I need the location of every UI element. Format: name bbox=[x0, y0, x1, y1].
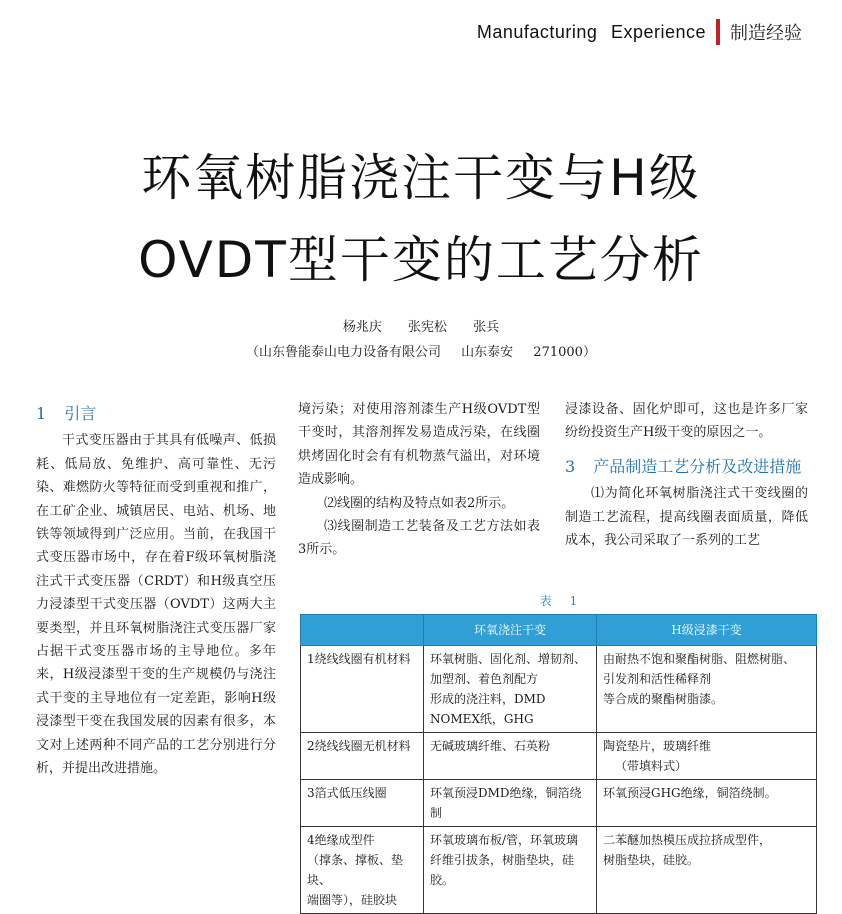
table-cell-epoxy bbox=[424, 780, 597, 827]
running-header bbox=[477, 18, 802, 46]
section-3-heading bbox=[565, 455, 808, 478]
header-english: Manufacturing Experience bbox=[476, 21, 706, 42]
table-cell-line: 1绕线线圈有机材料 bbox=[307, 652, 411, 666]
table-cell-line: 陶瓷垫片，玻璃纤维 bbox=[603, 739, 712, 753]
col3-paragraph-1: 浸漆设备、固化炉即可，这也是许多厂家纷纷投资生产H级干变的原因之一。 bbox=[565, 402, 808, 441]
column-3 bbox=[565, 398, 808, 552]
section-1-heading bbox=[36, 402, 276, 425]
table-1 bbox=[300, 614, 817, 914]
table-row bbox=[301, 646, 817, 733]
column-1 bbox=[36, 402, 276, 781]
col2-paragraph-2: ⑵线圈的结构及特点如表2所示。 bbox=[324, 495, 515, 511]
table-1-caption: 表 1 bbox=[539, 594, 578, 608]
table-cell-line: 环氧预浸DMD绝缘，铜箔绕制 bbox=[430, 786, 582, 820]
affiliation: （山东鲁能泰山电力设备有限公司 山东泰安 271000） bbox=[246, 345, 596, 360]
section-3-number: 3 bbox=[565, 456, 576, 476]
authors: 杨兆庆 张宪松 张兵 bbox=[342, 320, 500, 335]
table-cell-component bbox=[301, 646, 424, 733]
table-cell-epoxy bbox=[424, 646, 597, 733]
table-cell-line: 环氧玻璃布板/管，环氧玻璃 bbox=[430, 833, 579, 847]
header-chinese: 制造经验 bbox=[730, 23, 802, 44]
col2-paragraph-1: 境污染；对使用溶剂漆生产H级OVDT型干变时，其溶剂挥发易造成污染，在线圈烘烤固化时会有有机物蒸气溢出，对环境造成影响。 bbox=[298, 402, 540, 488]
table-cell-component bbox=[301, 827, 424, 914]
table-1-body bbox=[301, 646, 817, 914]
table-cell-line: NOMEX纸，GHG bbox=[430, 712, 534, 726]
table-cell-line: 形成的浇注料，DMD bbox=[430, 692, 546, 706]
table-cell-component bbox=[301, 733, 424, 780]
table-cell-line: 等合成的聚酯树脂漆。 bbox=[603, 692, 724, 706]
table-cell-h-class bbox=[597, 780, 817, 827]
table-cell-epoxy bbox=[424, 733, 597, 780]
col3-paragraph-2: ⑴为简化环氧树脂浇注式干变线圈的制造工艺流程，提高线圈表面质量，降低成本，我公司采取了一系列的工艺 bbox=[565, 486, 808, 549]
table-cell-line: 树脂垫块，硅胶。 bbox=[603, 853, 700, 867]
table-cell-component bbox=[301, 780, 424, 827]
table-row bbox=[301, 827, 817, 914]
article-title-line-2: OVDT型干变的工艺分析 bbox=[138, 231, 704, 289]
table-row bbox=[301, 780, 817, 827]
table-row bbox=[301, 733, 817, 780]
table-cell-line: 2绕线线圈无机材料 bbox=[307, 739, 411, 753]
table-cell-line: 加塑剂、着色剂配方 bbox=[430, 672, 539, 686]
table-header-h-class: H级浸漆干变 bbox=[597, 615, 817, 646]
table-cell-line: 端圈等），硅胶块 bbox=[307, 893, 398, 907]
table-cell-line: 纤维引拔条，树脂垫块，硅胶。 bbox=[430, 853, 575, 887]
table-cell-line: 环氧预浸GHG绝缘，铜箔绕制。 bbox=[603, 786, 777, 800]
table-cell-line: 3箔式低压线圈 bbox=[307, 786, 387, 800]
table-cell-line: （带填料式） bbox=[615, 759, 688, 773]
section-3-title: 产品制造工艺分析及改进措施 bbox=[593, 456, 802, 476]
table-cell-line: 无碱玻璃纤维、石英粉 bbox=[430, 739, 551, 753]
table-header-empty bbox=[301, 615, 424, 646]
table-cell-h-class bbox=[597, 733, 817, 780]
table-header-epoxy: 环氧浇注干变 bbox=[424, 615, 597, 646]
table-cell-line: （撑条、撑板、垫块、 bbox=[307, 853, 404, 887]
table-header-row bbox=[301, 615, 817, 646]
table-cell-epoxy bbox=[424, 827, 597, 914]
table-cell-line: 二苯醚加热模压成拉挤成型件， bbox=[603, 833, 772, 847]
table-cell-line: 4绝缘成型件 bbox=[307, 833, 375, 847]
article-title-line-1: 环氧树脂浇注干变与H级 bbox=[141, 149, 701, 207]
column-2 bbox=[298, 398, 540, 562]
table-cell-line: 环氧树脂、固化剂、增韧剂、 bbox=[430, 652, 587, 666]
table-cell-h-class bbox=[597, 827, 817, 914]
col2-paragraph-3: ⑶线圈制造工艺装备及工艺方法如表3所示。 bbox=[298, 519, 540, 558]
table-cell-line: 由耐热不饱和聚酯树脂、阻燃树脂、 bbox=[603, 652, 796, 666]
section-1-title: 引言 bbox=[64, 404, 97, 423]
header-divider-bar bbox=[716, 19, 720, 45]
table-cell-h-class bbox=[597, 646, 817, 733]
section-1-number: 1 bbox=[36, 404, 47, 423]
table-cell-line: 引发剂和活性稀释剂 bbox=[603, 672, 712, 686]
section-1-paragraph: 干式变压器由于其具有低噪声、低损耗、低局放、免维护、高可靠性、无污染、难燃防火等特征而受到重视和推广， 在工矿企业、城镇居民、电站、机场、地铁等领域得到广泛应用。当前，在我国干式变压器市场中，存在着F级环氧树脂浇注式干式变压器（CRDT）和H级真空压力浸漆型干式变压器（OVDT）这两大主要类型，并且环氧树脂浇注式变压器厂家占据干式变压器市场的主导地位。多年来，H级浸漆型干变的生产规模仍与浇注式干变的主导地位有一定差距，影响H级浸漆型干变在我国发展的因素有很多，本文对上述两种不同产品的工艺分别进行分析，并提出改进措施。 bbox=[36, 433, 276, 777]
